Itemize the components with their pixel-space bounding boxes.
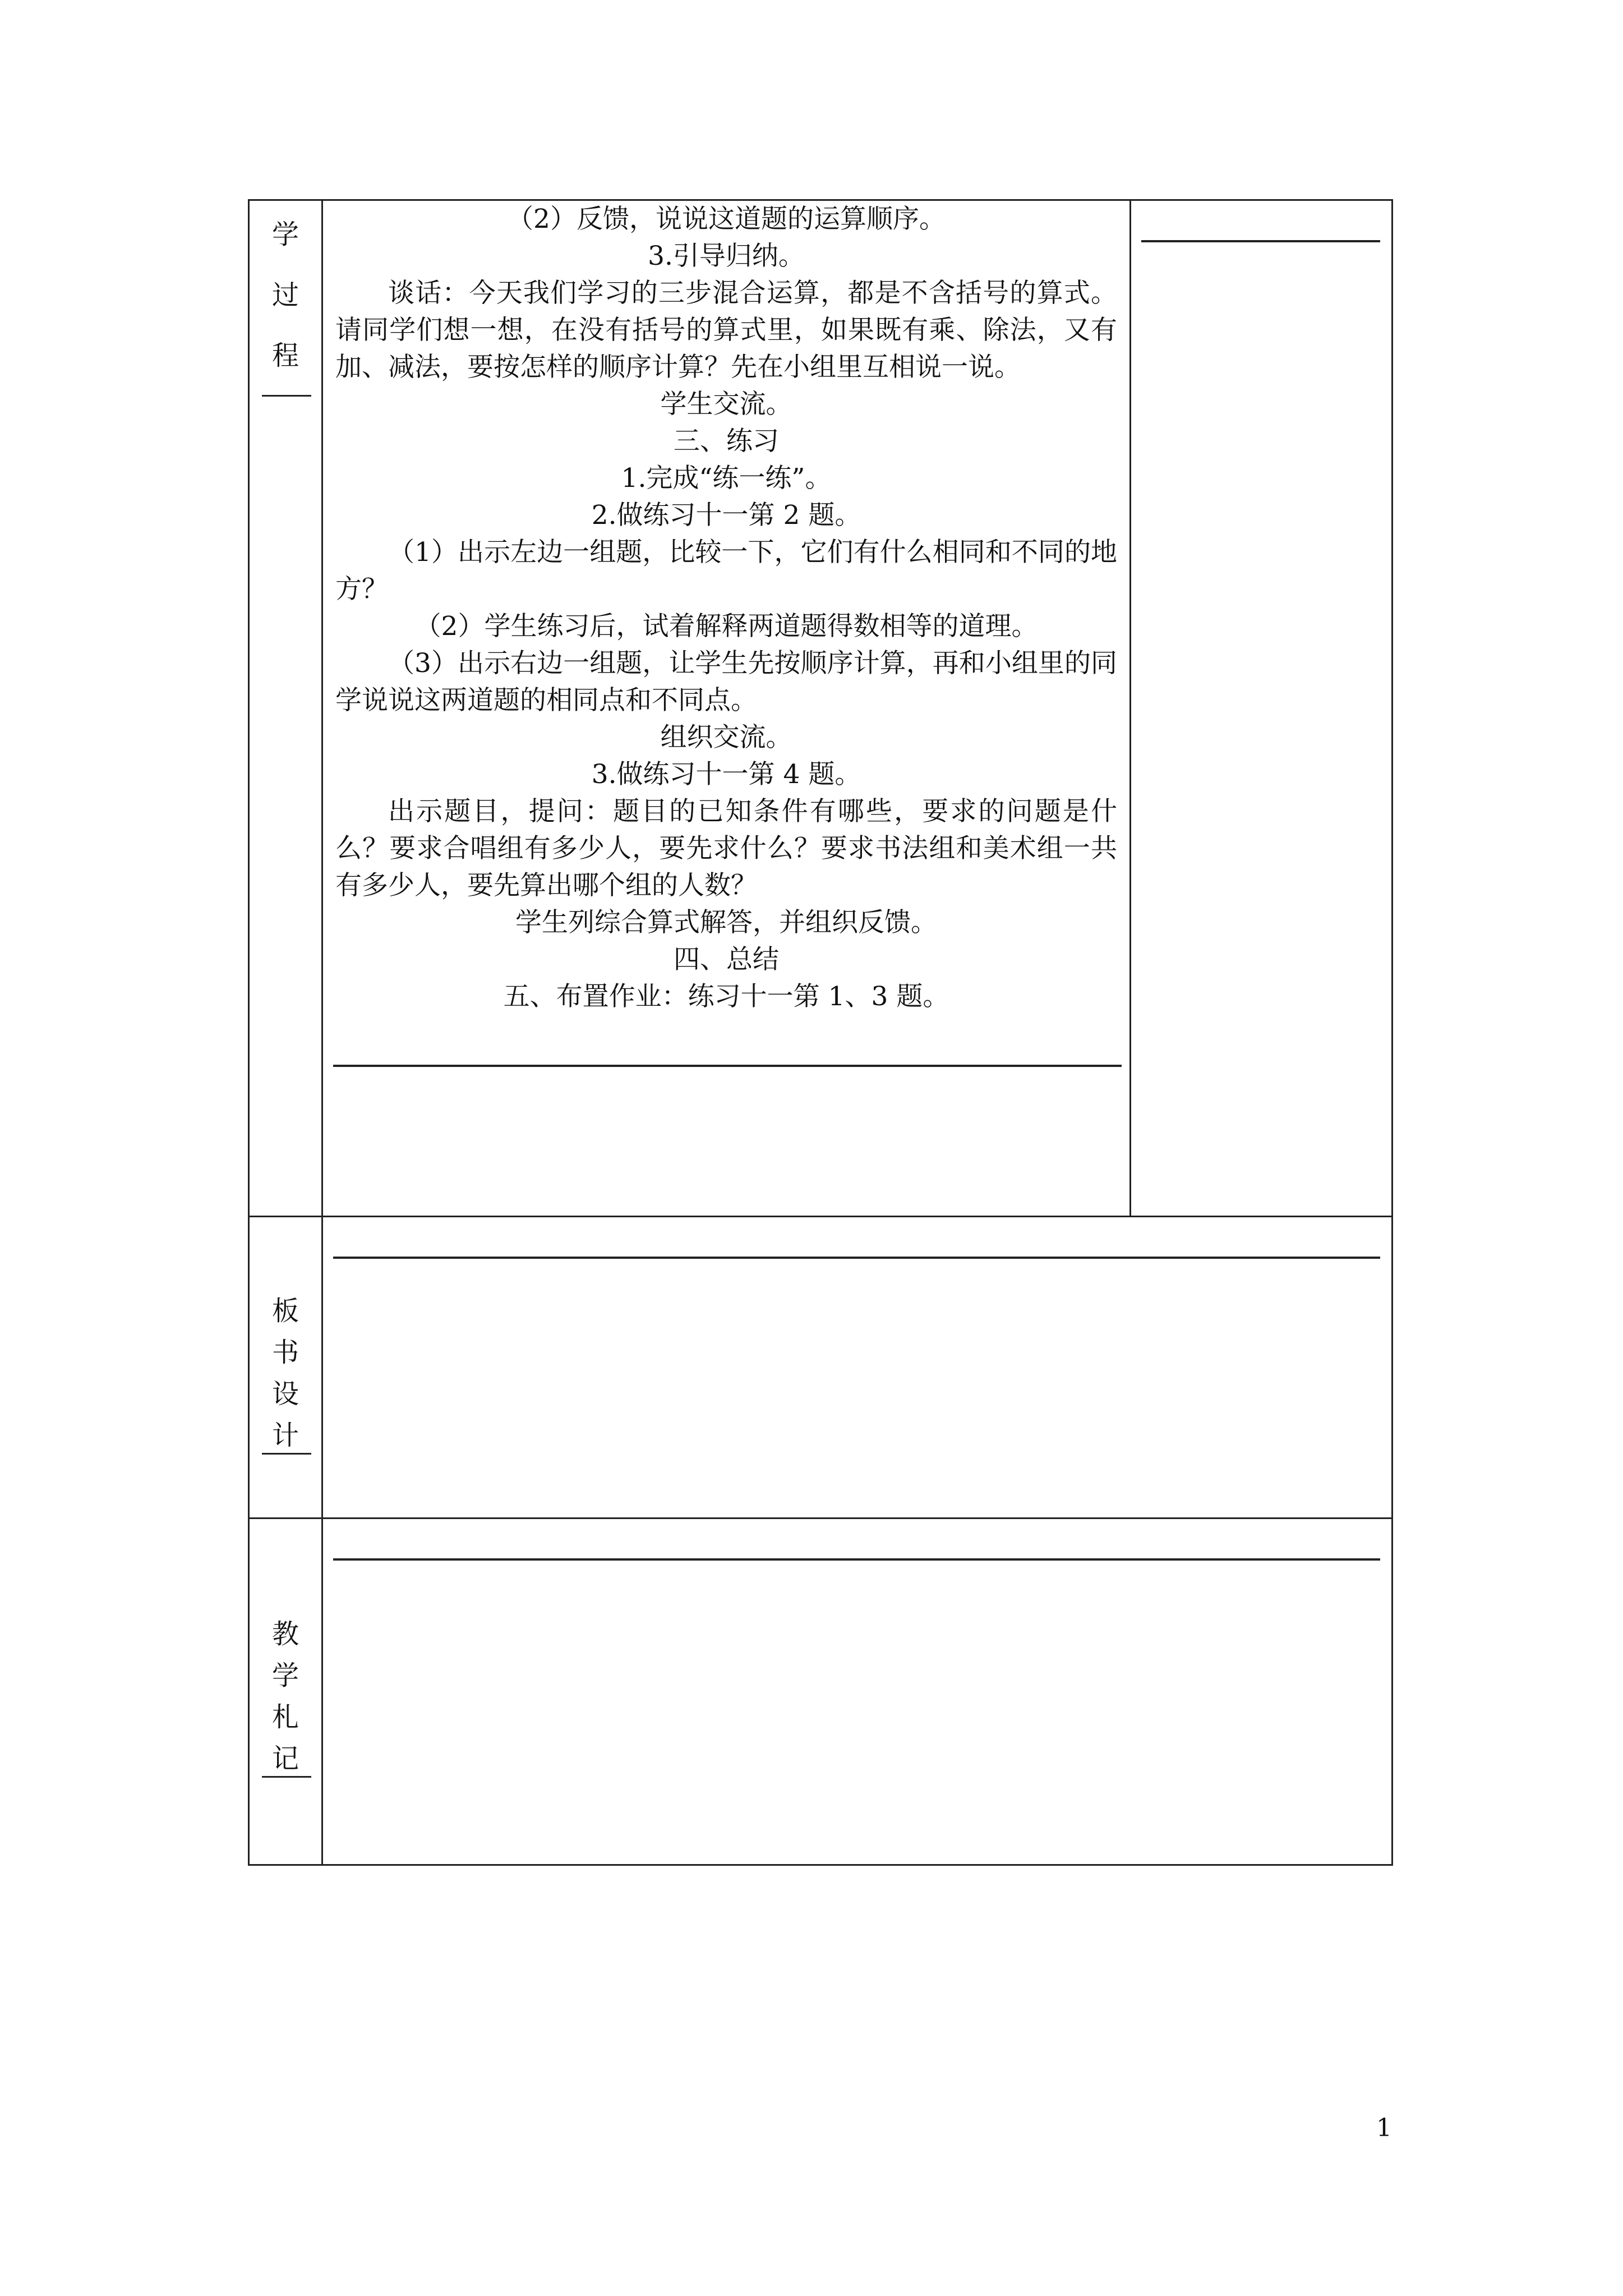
process-paragraph: 五、布置作业：练习十一第 1、3 题。 [503,981,949,1012]
process-label [250,201,321,386]
board-label-char: 板 [271,1295,299,1327]
process-text [323,201,1129,1015]
process-paragraph: 3.引导归纳。 [648,241,805,272]
process-paragraph: 学生列综合算式解答，并组织反馈。 [515,907,937,938]
notes-rule [333,1558,1380,1561]
board-label-char: 计 [271,1420,299,1451]
page-number: 1 [1376,2114,1392,2142]
process-paragraph: （2）反馈，说说这道题的运算顺序。 [507,204,946,234]
notes-label-cell [249,1519,322,1865]
board-label-char: 设 [271,1378,299,1410]
process-side-cell [1131,200,1393,1217]
label-underline [262,1453,311,1455]
process-paragraph: （1）出示左边一组题，比较一下，它们有什么相同和不同的地方？ [335,537,1117,605]
process-paragraph: 出示题目，提问：题目的已知条件有哪些，要求的问题是什么？要求合唱组有多少人，要先求什么？要求书法组和美术组一共有多少人，要先算出哪个组的人数？ [335,796,1117,901]
board-content-cell [322,1217,1393,1519]
process-end-rule [333,1065,1122,1067]
board-label [250,1217,321,1456]
label-underline [262,395,311,397]
process-paragraph: 四、总结 [674,944,779,975]
process-paragraph: 1.完成“练一练”。 [621,463,832,494]
process-paragraph: 三、练习 [674,426,779,457]
process-paragraph: （3）出示右边一组题，让学生先按顺序计算，再和小组里的同学说说这两道题的相同点和不同点。 [335,648,1117,716]
teaching-notes-row [249,1519,1393,1865]
board-rule [333,1257,1380,1259]
process-content-cell [322,200,1131,1217]
lesson-plan-table [248,199,1393,1866]
notes-label-char: 学 [271,1660,299,1691]
notes-label-char: 札 [271,1701,299,1733]
notes-label-char: 记 [271,1743,299,1774]
notes-label [250,1519,321,1779]
process-paragraph: （2）学生练习后，试着解释两道题得数相等的道理。 [414,611,1038,642]
board-label-cell [249,1217,322,1519]
process-label-char: 程 [271,340,299,371]
process-paragraph: 3.做练习十一第 4 题。 [591,759,861,790]
process-paragraph: 组织交流。 [660,722,792,753]
process-label-char: 学 [271,219,299,250]
notes-label-char: 教 [271,1618,299,1650]
process-label-char: 过 [271,279,299,311]
label-underline [262,1776,311,1778]
board-design-row [249,1217,1393,1519]
teaching-process-row [249,200,1393,1217]
process-paragraph: 2.做练习十一第 2 题。 [591,500,861,531]
process-paragraph: 学生交流。 [660,389,792,420]
process-paragraph: 谈话：今天我们学习的三步混合运算，都是不含括号的算式。请同学们想一想，在没有括号的算式里，如果既有乘、除法，又有加、减法，要按怎样的顺序计算？先在小组里互相说一说。 [335,278,1117,383]
notes-content-cell [322,1519,1393,1865]
process-label-cell [249,200,322,1217]
board-label-char: 书 [271,1337,299,1368]
side-rule [1141,240,1380,242]
